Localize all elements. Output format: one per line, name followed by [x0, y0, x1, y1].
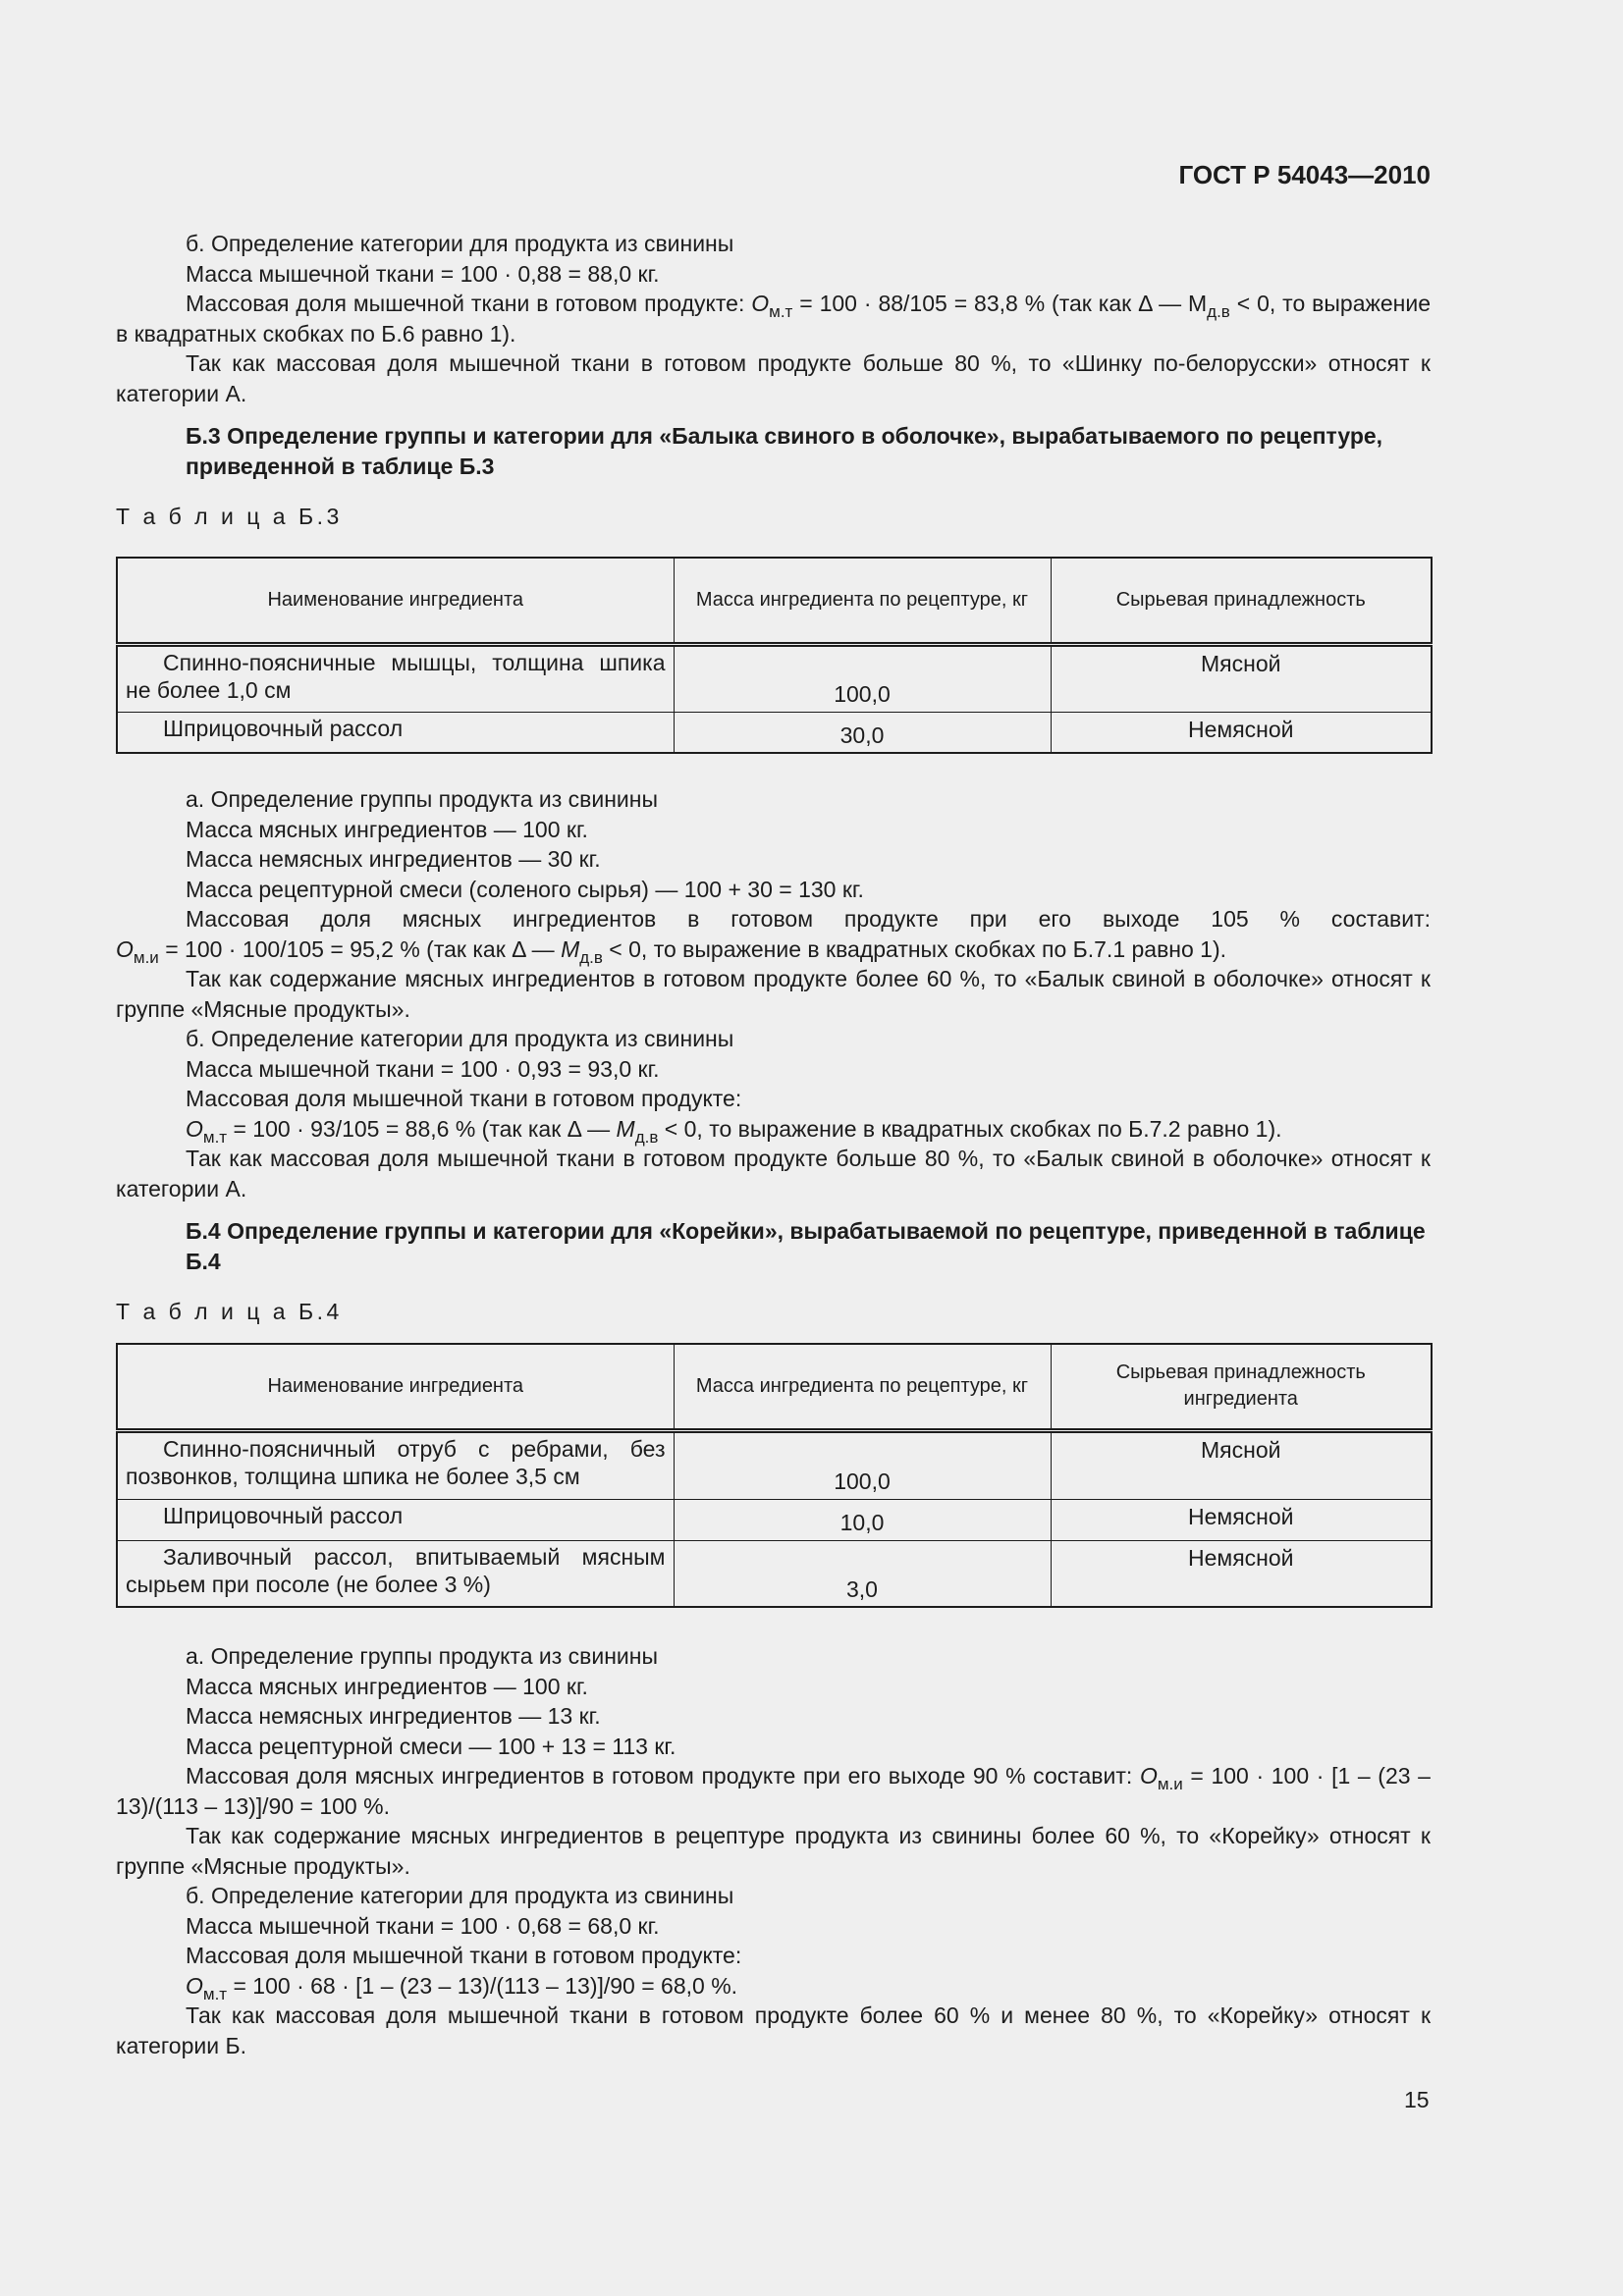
ingredient-name: Шприцовочный рассол — [117, 1499, 674, 1540]
ingredient-category: Немясной — [1051, 1540, 1432, 1607]
b3-muscle-mass: Масса мышечной ткани = 100 · 0,93 = 93,0 кг. — [186, 1055, 660, 1082]
intro-muscle-fraction: Массовая доля мышечной ткани в готовом продукте: $О_{м.т} = 100 \cdot 88/105 = 83,8$ % (так как Δ — $М_{д.в} < 0$, то выражение в квадратных скобках по Б.6 равно 1). — [116, 291, 1432, 347]
b4-mix-mass: Масса рецептурной смеси — 100 + 13 = 113 кг. — [186, 1733, 676, 1759]
b3-muscle-fraction-label: Массовая доля мышечной ткани в готовом продукте: — [186, 1086, 742, 1111]
column-header: Масса ингредиента по рецептуре, кг — [674, 558, 1051, 644]
b4-nonmeat-mass: Масса немясных ингредиентов — 13 кг. — [186, 1703, 601, 1729]
ingredient-mass: 100,0 — [674, 644, 1051, 712]
ingredient-name: Спинно-поясничный отруб с ребрами, без позвонков, толщина шпика не более 3,5 см — [117, 1430, 674, 1499]
ingredient-category: Немясной — [1051, 1499, 1432, 1540]
b3-category-conclusion: Так как массовая доля мышечной ткани в готовом продукте больше 80 %, то «Балык свиной в оболочке» относят к категории А. — [116, 1146, 1431, 1201]
table-b4 — [116, 1343, 1433, 1608]
ingredient-category: Мясной — [1051, 644, 1432, 712]
b3-meat-mass: Масса мясных ингредиентов — 100 кг. — [186, 816, 588, 842]
b4-a-title: а. Определение группы продукта из свинины — [186, 1643, 659, 1669]
table-b3 — [116, 557, 1433, 754]
section-b4-text — [116, 1641, 1431, 2060]
section-b3-heading: Б.3 Определение группы и категории для «Балыка свиного в оболочке», вырабатываемого по рецептуре, приведенной в таблице Б.3 — [186, 423, 1383, 479]
b4-meat-mass: Масса мясных ингредиентов — 100 кг. — [186, 1673, 588, 1699]
b4-b-title: б. Определение категории для продукта из свинины — [186, 1883, 734, 1908]
b4-meat-fraction: Массовая доля мясных ингредиентов в готовом продукте при его выходе 90 % составит: $О_{м.и} = 100 \cdot 100 \cdot [1 - (23 - 13)/(113 - 13)]/90 = 100$ %. — [116, 1763, 1431, 1819]
standard-header: ГОСТ Р 54043—2010 — [1178, 160, 1431, 189]
ingredient-name: Спинно-поясничные мышцы, толщина шпика не более 1,0 см — [117, 644, 674, 712]
table-b4-caption: Т а б л и ц а Б.4 — [116, 1299, 343, 1324]
b3-mix-mass: Масса рецептурной смеси (соленого сырья) — 100 + 30 = 130 кг. — [186, 876, 864, 902]
section-b4-heading: Б.4 Определение группы и категории для «Корейки», вырабатываемой по рецептуре, приведенной в таблице Б.4 — [186, 1218, 1426, 1274]
b3-meat-fraction-intro: Массовая доля мясных ингредиентов в готовом продукте при его выходе 105 % составит: — [186, 906, 1431, 932]
b3-muscle-fraction-formula: $О_{м.т} = 100 \cdot 93/105 = 88,6$ % (так как Δ — $М_{д.в} < 0$, то выражение в квадратных скобках по Б.7.2 равно 1). — [186, 1115, 1282, 1147]
page-number: 15 — [1404, 2087, 1430, 2112]
column-header: Наименование ингредиента — [117, 558, 674, 644]
b4-group-conclusion: Так как содержание мясных ингредиентов в рецептуре продукта из свинины более 60 %, то «Корейку» относят к группе «Мясные продукты». — [116, 1823, 1431, 1879]
b4-muscle-mass: Масса мышечной ткани = 100 · 0,68 = 68,0 кг. — [186, 1912, 660, 1939]
column-header: Масса ингредиента по рецептуре, кг — [674, 1344, 1051, 1430]
table-header-row — [117, 1344, 1432, 1430]
ingredient-category: Мясной — [1051, 1430, 1432, 1499]
ingredient-mass: 10,0 — [674, 1499, 1051, 1540]
ingredient-name: Шприцовочный рассол — [117, 712, 674, 753]
table-row — [117, 1430, 1432, 1499]
table-row — [117, 712, 1432, 753]
b3-nonmeat-mass: Масса немясных ингредиентов — 30 кг. — [186, 846, 601, 872]
section-b3-text — [116, 784, 1431, 1327]
table-row — [117, 644, 1432, 712]
ingredient-mass: 30,0 — [674, 712, 1051, 753]
intro-muscle-mass: Масса мышечной ткани = 100 · 0,88 = 88,0 кг. — [186, 260, 660, 287]
table-row — [117, 1499, 1432, 1540]
ingredient-mass: 100,0 — [674, 1430, 1051, 1499]
b3-meat-fraction-formula: $О_{м.и} = 100 \cdot 100/105 = 95,2$ % (так как Δ — $М_{д.в} < 0$, то выражение в квадратных скобках по Б.7.1 равно 1). — [116, 935, 1227, 967]
intro-block — [116, 229, 1431, 532]
b4-muscle-fraction-formula: $О_{м.т} = 100 \cdot 68 \cdot [1 - (23 - 13)/(113 - 13)]/90 = 68,0$ %. — [186, 1972, 738, 2003]
ingredient-category: Немясной — [1051, 712, 1432, 753]
ingredient-name: Заливочный рассол, впитываемый мясным сырьем при посоле (не более 3 %) — [117, 1540, 674, 1607]
intro-b-title: б. Определение категории для продукта из свинины — [186, 231, 734, 256]
b3-a-title: а. Определение группы продукта из свинины — [186, 786, 659, 812]
ingredient-mass: 3,0 — [674, 1540, 1051, 1607]
b4-category-conclusion: Так как массовая доля мышечной ткани в готовом продукте более 60 % и менее 80 %, то «Корейку» относят к категории Б. — [116, 2002, 1431, 2058]
table-header-row — [117, 558, 1432, 644]
b3-b-title: б. Определение категории для продукта из свинины — [186, 1026, 734, 1051]
intro-conclusion: Так как массовая доля мышечной ткани в готовом продукте больше 80 %, то «Шинку по-белорусски» относят к категории А. — [116, 350, 1431, 406]
column-header: Сырьевая принадлежность ингредиента — [1051, 1344, 1432, 1430]
b4-muscle-fraction-label: Массовая доля мышечной ткани в готовом продукте: — [186, 1943, 742, 1968]
b3-group-conclusion: Так как содержание мясных ингредиентов в готовом продукте более 60 %, то «Балык свиной в оболочке» относят к группе «Мясные продукты». — [116, 966, 1431, 1022]
column-header: Наименование ингредиента — [117, 1344, 674, 1430]
table-b3-caption: Т а б л и ц а Б.3 — [116, 504, 343, 529]
table-row — [117, 1540, 1432, 1607]
column-header: Сырьевая принадлежность — [1051, 558, 1432, 644]
